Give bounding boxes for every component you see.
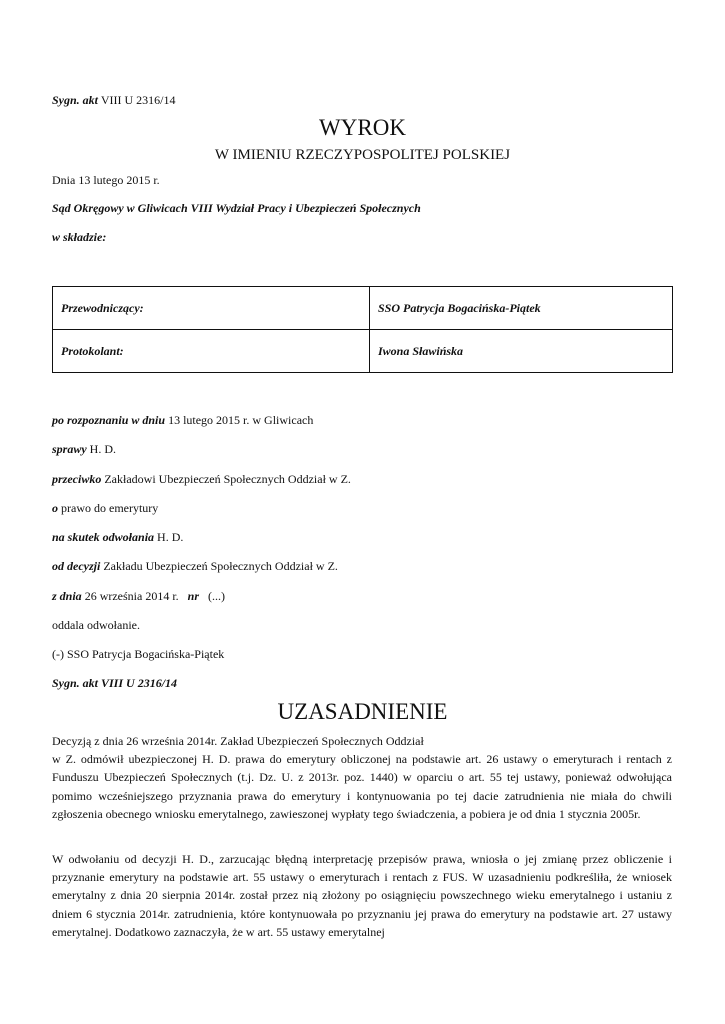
paragraph-body: w Z. odmówił ubezpieczonej H. D. prawa do emerytury obliczonej na podstawie art. 26 ustawy o emeryturach i rentach z Funduszu Ubezpieczeń Społecznych (t.j. Dz. U. z 2013r. poz. 1440) w oparciu o art. 55 tej ustawy, ponieważ odwołująca pomimo wcześniejszego przyznania prawa do emerytury i kontynuowania po tej dacie zatrudnienia nie miała do chwili zgłoszenia obecnego wniosku emerytalnego, zawieszonej wypłaty tego świadczenia, a pobiera je od dnia 1 stycznia 2005r. (52, 752, 672, 821)
paragraph-first-line: Decyzją z dnia 26 września 2014r. Zakład Ubezpieczeń Społecznych Oddział (52, 734, 424, 748)
justification-title: UZASADNIENIE (277, 699, 448, 724)
person-cell: Iwona Sławińska (370, 330, 673, 373)
subject-line (52, 501, 158, 515)
hearing-line (52, 413, 313, 427)
against-value: Zakładowi Ubezpieczeń Społecznych Oddział w Z. (104, 472, 351, 486)
composition-label: w składzie: (52, 230, 107, 244)
justification-paragraph-1 (52, 732, 672, 823)
verdict-subtitle: W IMIENIU RZECZYPOSPOLITEJ POLSKIEJ (214, 147, 511, 163)
case-value: H. D. (89, 442, 117, 456)
against-label: przeciwko (52, 472, 102, 486)
court-name: Sąd Okręgowy w Gliwicach VIII Wydział Pracy i Ubezpieczeń Społecznych (52, 201, 421, 215)
case-signature (52, 93, 175, 107)
decision-date-label: z dnia (52, 589, 82, 603)
verdict-date: Dnia 13 lutego 2015 r. (52, 173, 160, 187)
hearing-value: 13 lutego 2015 r. w Gliwicach (168, 413, 314, 427)
subject-label: o (52, 501, 58, 515)
decision-date-value: 26 września 2014 r. (84, 589, 179, 603)
justification-signature: Sygn. akt VIII U 2316/14 (52, 676, 178, 690)
case-signature-value: VIII U 2316/14 (100, 93, 176, 107)
verdict-title: WYROK (319, 115, 406, 140)
decision-number-label: nr (187, 589, 200, 603)
appeal-value: H. D. (157, 530, 184, 544)
judge-signature: (-) SSO Patrycja Bogacińska-Piątek (52, 647, 225, 661)
composition-table (52, 286, 673, 373)
appeal-line (52, 530, 183, 544)
justification-paragraph-2 (52, 850, 672, 941)
decision-label: od decyzji (52, 559, 101, 573)
role-cell: Protokolant: (53, 330, 370, 373)
role-cell: Przewodniczący: (53, 287, 370, 330)
case-label: sprawy (52, 442, 87, 456)
hearing-label: po rozpoznaniu w dniu (52, 413, 166, 427)
decision-date-line (52, 589, 225, 603)
decision-value: Zakładu Ubezpieczeń Społecznych Oddział w Z. (103, 559, 338, 573)
appeal-label: na skutek odwołania (52, 530, 155, 544)
against-line (52, 472, 351, 486)
verdict-outcome: oddala odwołanie. (52, 618, 140, 632)
case-signature-label: Sygn. akt (52, 93, 99, 107)
paragraph-body: W odwołaniu od decyzji H. D., zarzucając błędną interpretację przepisów prawa, wniosła o jej zmianę przez obliczenie i przyznanie emerytury na podstawie art. 55 ustawy o emeryturach i rentach z FUS. W uzasadnieniu podkreśliła, że wniosek emerytalny z dnia 20 sierpnia 2014r. został przez nią złożony po osiągnięciu powszechnego wieku emerytalnego i ustaniu z dniem 6 stycznia 2014r. zatrudnienia, które kontynuowała po przyznaniu jej prawa do emerytury na podstawie art. 27 ustawy emerytalnej. Dodatkowo zaznaczyła, że w art. 55 ustawy emerytalnej (52, 852, 672, 939)
decision-line (52, 559, 338, 573)
case-line (52, 442, 116, 456)
decision-number-value: (...) (208, 589, 226, 603)
table-row (53, 330, 673, 373)
table-row (53, 287, 673, 330)
subject-value: prawo do emerytury (61, 501, 159, 515)
person-cell: SSO Patrycja Bogacińska-Piątek (370, 287, 673, 330)
